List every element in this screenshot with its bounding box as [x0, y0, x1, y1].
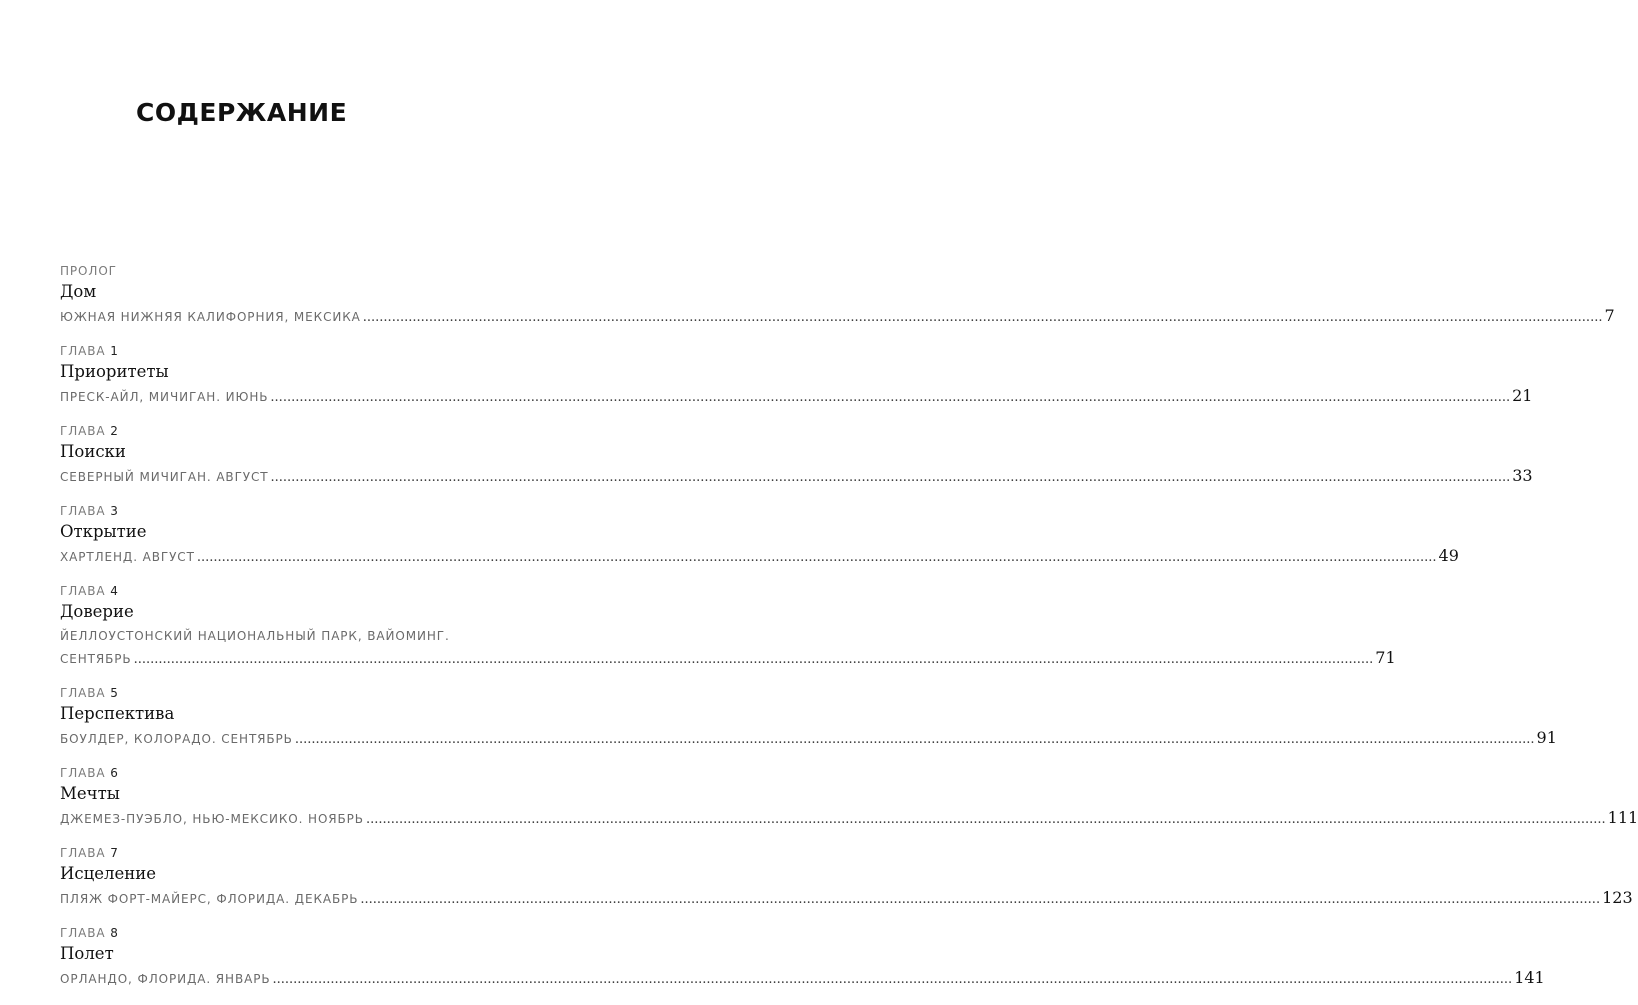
page-number: 21	[1512, 386, 1533, 405]
toc-entry[interactable]	[60, 343, 1533, 407]
page-number: 123	[1602, 888, 1633, 907]
page-number: 49	[1438, 546, 1459, 565]
chapter-number: 7	[110, 846, 119, 860]
chapter-title: Полет	[60, 944, 114, 963]
chapter-label	[60, 263, 540, 279]
toc-entry[interactable]	[60, 423, 1533, 487]
page-number: 33	[1512, 466, 1533, 485]
chapter-title: Перспектива	[60, 704, 175, 723]
toc-entry[interactable]	[60, 503, 1459, 567]
chapter-number: 8	[110, 926, 119, 940]
chapter-label-text: ГЛАВА	[60, 846, 106, 860]
chapter-location: ПЛЯЖ ФОРТ-МАЙЕРС, ФЛОРИДА. ДЕКАБРЬ	[60, 892, 359, 906]
chapter-label	[60, 423, 540, 439]
table-of-contents	[60, 263, 1638, 1005]
chapter-label-text: ГЛАВА	[60, 766, 106, 780]
chapter-location-line	[60, 967, 1545, 989]
chapter-title: Доверие	[60, 602, 134, 621]
chapter-title: Поиски	[60, 442, 126, 461]
toc-entry[interactable]	[60, 925, 1545, 989]
chapter-location-line	[60, 807, 1638, 829]
chapter-label-text: ГЛАВА	[60, 686, 106, 700]
chapter-label	[60, 583, 540, 599]
chapter-number: 4	[110, 584, 119, 598]
chapter-number: 2	[110, 424, 119, 438]
chapter-number: 3	[110, 504, 119, 518]
dot-leader: ............................................................................................................................................................................................................................................................................................................	[365, 812, 1606, 827]
chapter-location-line	[60, 727, 1557, 749]
chapter-title: Приоритеты	[60, 362, 169, 381]
page-title: СОДЕРЖАНИЕ	[136, 98, 348, 127]
dot-leader: ............................................................................................................................................................................................................................................................................................................	[294, 732, 1535, 747]
chapter-location-line	[60, 887, 1633, 909]
page-number: 111	[1607, 808, 1638, 827]
chapter-location-line-1: ЙЕЛЛОУСТОНСКИЙ НАЦИОНАЛЬНЫЙ ПАРК, ВАЙОМИНГ.	[60, 629, 450, 643]
chapter-title: Мечты	[60, 784, 120, 803]
chapter-location: ЮЖНАЯ НИЖНЯЯ КАЛИФОРНИЯ, МЕКСИКА	[60, 310, 361, 324]
chapter-title: Исцеление	[60, 864, 157, 883]
chapter-location-line	[60, 647, 1396, 669]
chapter-label-text: ГЛАВА	[60, 504, 106, 518]
dot-leader: ............................................................................................................................................................................................................................................................................................................	[196, 550, 1437, 565]
chapter-label-text: ГЛАВА	[60, 926, 106, 940]
page-number: 71	[1375, 648, 1396, 667]
chapter-number: 1	[110, 344, 119, 358]
dot-leader: ............................................................................................................................................................................................................................................................................................................	[270, 390, 1511, 405]
toc-entry[interactable]	[60, 263, 1615, 327]
dot-leader: ............................................................................................................................................................................................................................................................................................................	[133, 652, 1374, 667]
chapter-location: СЕНТЯБРЬ	[60, 652, 132, 666]
chapter-location-line	[60, 305, 1615, 327]
chapter-title: Открытие	[60, 522, 147, 541]
chapter-label	[60, 925, 540, 941]
chapter-label-text: ГЛАВА	[60, 424, 106, 438]
chapter-location: СЕВЕРНЫЙ МИЧИГАН. АВГУСТ	[60, 470, 269, 484]
toc-entry[interactable]	[60, 765, 1638, 829]
chapter-location-line	[60, 465, 1533, 487]
page-number: 7	[1604, 306, 1615, 325]
chapter-title: Дом	[60, 282, 97, 301]
dot-leader: ............................................................................................................................................................................................................................................................................................................	[272, 972, 1513, 987]
dot-leader: ............................................................................................................................................................................................................................................................................................................	[270, 470, 1511, 485]
chapter-number: 5	[110, 686, 119, 700]
chapter-location: ПРЕСК-АЙЛ, МИЧИГАН. ИЮНЬ	[60, 390, 269, 404]
chapter-location: ДЖЕМЕЗ-ПУЭБЛО, НЬЮ-МЕКСИКО. НОЯБРЬ	[60, 812, 364, 826]
chapter-label-text: ГЛАВА	[60, 344, 106, 358]
toc-entry[interactable]	[60, 583, 1396, 669]
page-number: 91	[1536, 728, 1557, 747]
chapter-location: БОУЛДЕР, КОЛОРАДО. СЕНТЯБРЬ	[60, 732, 293, 746]
chapter-label	[60, 685, 540, 701]
chapter-label	[60, 765, 540, 781]
chapter-number: 6	[110, 766, 119, 780]
toc-entry[interactable]	[60, 685, 1557, 749]
chapter-location: ХАРТЛЕНД. АВГУСТ	[60, 550, 195, 564]
chapter-label	[60, 503, 540, 519]
toc-entry[interactable]	[60, 845, 1633, 909]
chapter-label-text: ПРОЛОГ	[60, 264, 117, 278]
chapter-label-text: ГЛАВА	[60, 584, 106, 598]
chapter-label	[60, 343, 540, 359]
chapter-label	[60, 845, 540, 861]
dot-leader: ............................................................................................................................................................................................................................................................................................................	[362, 310, 1603, 325]
chapter-location: ОРЛАНДО, ФЛОРИДА. ЯНВАРЬ	[60, 972, 271, 986]
chapter-location-line	[60, 545, 1459, 567]
dot-leader: ............................................................................................................................................................................................................................................................................................................	[360, 892, 1601, 907]
page-number: 141	[1514, 968, 1545, 987]
chapter-location-line	[60, 385, 1533, 407]
